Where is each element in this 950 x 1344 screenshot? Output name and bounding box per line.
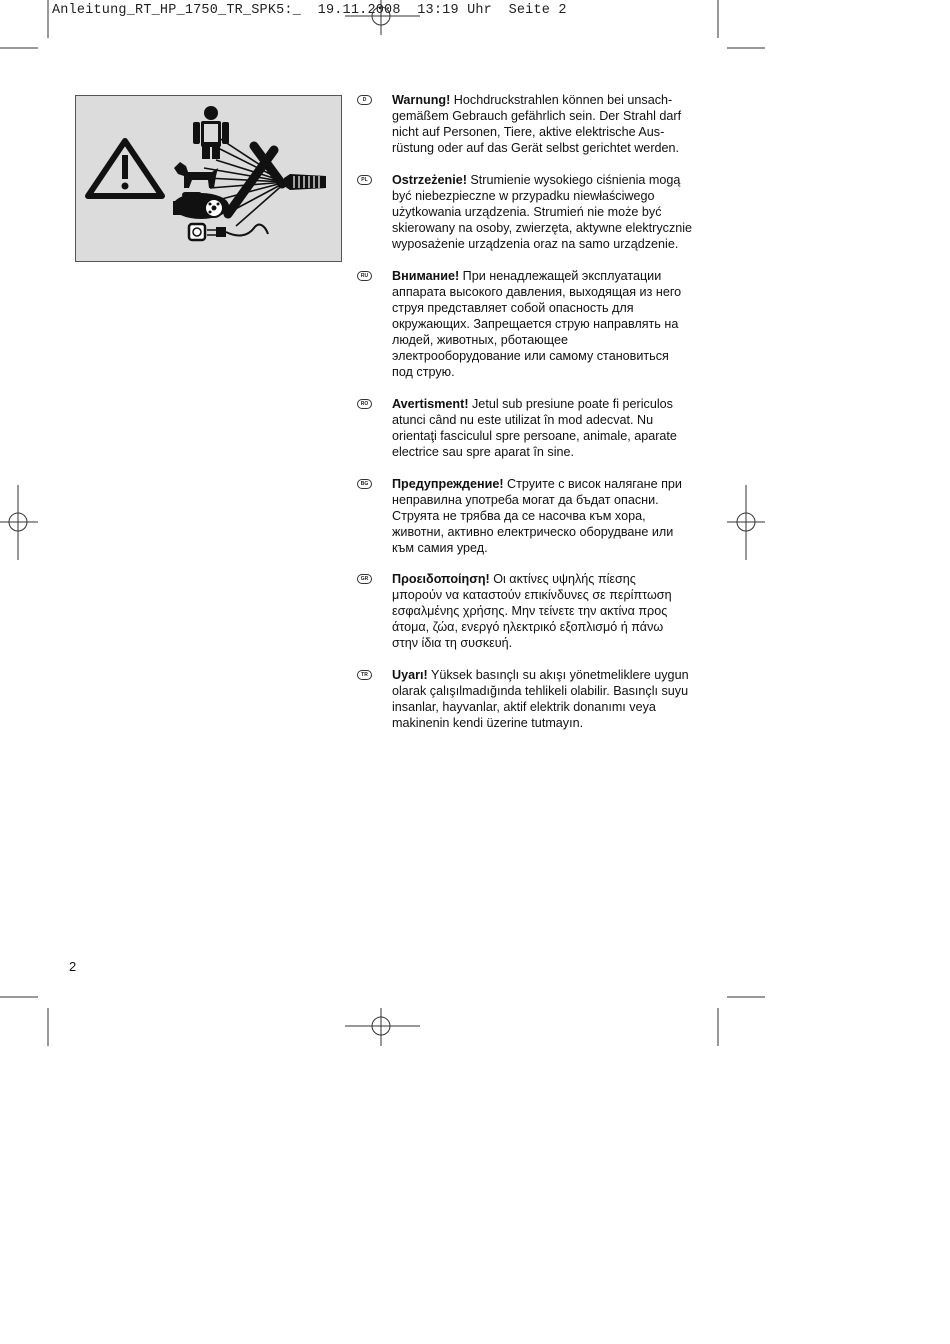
warning-title-ro: Avertisment! [392, 397, 469, 411]
warning-title-pl: Ostrzeżenie! [392, 173, 467, 187]
warning-text-bg [392, 476, 697, 556]
warning-text-de [392, 92, 697, 156]
page-number: 2 [69, 959, 77, 974]
warning-triangle-icon [88, 141, 162, 196]
power-socket-icon [189, 224, 268, 240]
warning-body-bg: Струите с висок налягане при неправилна употреба могат да бъдат опасни. Струята не трябва да се насочва към хора, животни, активно електрическо оборудване или към самия уред. [392, 477, 682, 555]
warning-body-de: Hochdruckstrahlen können bei unsach- gemäßem Gebrauch gefährlich sein. Der Strahl darf nicht auf Personen, Tiere, aktive elektrische Aus- rüstung oder auf das Gerät selbst gerichtet werden. [392, 93, 682, 155]
warning-pictogram [75, 95, 342, 262]
warning-text-gr [392, 571, 697, 651]
warning-title-gr: Προειδοποίηση! [392, 572, 490, 586]
dog-icon [174, 162, 218, 188]
warning-text-ru [392, 268, 697, 380]
appliance-icon [173, 192, 229, 219]
language-badge-ro: RO [357, 399, 372, 409]
warning-body-gr: Οι ακτίνες υψηλής πίεσης μπορούν να καταστούν επικίνδυνες σε περίπτωση εσφαλμένης χρήσης. Μην τείνετε την ακτίνα προς άτομα, ζώα, ενεργό ηλεκτρικό εξοπλισμό ή πάνω στην ίδια τη συσκευή. [392, 572, 672, 650]
language-badge-ru: RU [357, 271, 372, 281]
print-slug: Anleitung_RT_HP_1750_TR_SPK5:_ 19.11.2008 13:19 Uhr Seite 2 [52, 3, 567, 18]
warning-title-de: Warnung! [392, 93, 451, 107]
warning-body-tr: Yüksek basınçlı su akışı yönetmeliklere uygun olarak çalışılmadığında tehlikeli olabilir. Basınçlı suyu insanlar, hayvanlar, aktif elektrik donanımı veya makinenin kendi üzerine tutmayın. [392, 668, 689, 730]
warning-text-ro [392, 396, 697, 460]
warning-body-ro: Jetul sub presiune poate fi periculos atunci când nu este utilizat în mod adecvat. Nu orientaţi fasciculul spre persoane, animale, aparate electrice sau spre aparat în sine. [392, 397, 677, 459]
language-badge-gr: GR [357, 574, 372, 584]
language-badge-pl: PL [357, 175, 372, 185]
warning-title-ru: Внимание! [392, 269, 460, 283]
language-badge-de: D [357, 95, 372, 105]
warning-title-tr: Uyarı! [392, 668, 428, 682]
language-badge-tr: TR [357, 670, 372, 680]
language-badge-bg: BG [357, 479, 372, 489]
warning-title-bg: Предупреждение! [392, 477, 504, 491]
warning-body-pl: Strumienie wysokiego ciśnienia mogą być niebezpieczne w przypadku niewłaściwego użytkowania urządzenia. Strumień nie może być skierowany na osoby, zwierzęta, aktywne elektrycznie wyposażenie urządzenia oraz na samo urządzenie. [392, 173, 693, 251]
warning-body-ru: При ненадлежащей эксплуатации аппарата высокого давления, выходящая из него струя представляет собой опасность для окружающих. Запрещается струю направлять на людей, животных, рботающее электрооборудование или самому становиться под струю. [392, 269, 682, 379]
spray-nozzle-icon [284, 174, 326, 190]
warning-text-pl [392, 172, 697, 252]
warning-text-tr [392, 667, 697, 731]
